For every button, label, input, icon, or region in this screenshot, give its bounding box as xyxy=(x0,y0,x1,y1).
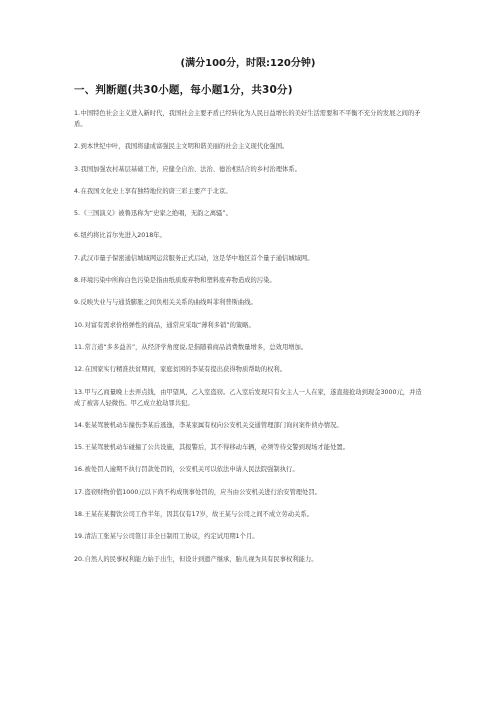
question-item xyxy=(74,230,422,241)
question-text: 纽约将比首尔先进入2018年。 xyxy=(80,232,166,240)
question-text: 《三国演义》被鲁迅称为“史家之绝唱，无韵之离骚”。 xyxy=(80,210,232,218)
question-text: 甲与乙商量晚上去弄点钱，由甲望风，乙入室盗窃。乙入室后发现只有女主人一人在家，遂直接抢劫到现金3000元，并造成了被害人轻微伤。甲乙成立抢劫罪共犯。 xyxy=(74,388,422,407)
question-item xyxy=(74,297,422,308)
section-title: 一、判断题(共30小题，每小题1分，共30分) xyxy=(74,84,293,96)
question-item xyxy=(74,387,422,409)
question-item xyxy=(74,364,422,375)
question-number: 17. xyxy=(74,488,85,496)
question-text: 王某在某餐饮公司工作半年，因其仅有17岁，故王某与公司之间不成立劳动关系。 xyxy=(84,511,313,519)
question-item xyxy=(74,420,422,431)
question-text: 常言道“多多益善”，从经济学角度说,是指随着商品消费数量增多，总效用增加。 xyxy=(84,343,308,351)
question-text: 在我国文化史上享有独特地位的唐三彩主要产于北京。 xyxy=(80,187,232,195)
question-number: 5. xyxy=(74,210,81,218)
question-text: 中国特色社会主义进入新时代，我国社会主要矛盾已经转化为人民日益增长的美好生活需要和不平衡不充分的发展之间的矛盾。 xyxy=(74,110,421,128)
question-item xyxy=(74,509,422,520)
question-item xyxy=(74,487,422,498)
question-item xyxy=(74,531,422,542)
question-text: 我国加强农村基层基础工作，应健全自治、法治、德治相结合的乡村治理体系。 xyxy=(80,165,301,173)
question-number: 8. xyxy=(74,277,81,285)
question-text: 清洁工张某与公司签订非全日制用工协议，约定试用期1个月。 xyxy=(84,533,259,541)
question-list xyxy=(74,108,422,565)
question-number: 4. xyxy=(74,187,81,195)
question-text: 被处罚人逾期不执行罚款处罚的，公安机关可以依法申请人民法院强制执行。 xyxy=(84,466,299,474)
question-item xyxy=(74,554,422,565)
exam-header: (满分100分，时限:120分钟) xyxy=(180,58,316,69)
question-number: 7. xyxy=(74,254,81,262)
question-item xyxy=(74,164,422,175)
question-text: 自然人的民事权利能力始于出生，但设计到遗产继承，胎儿视为具有民事权利能力。 xyxy=(84,555,318,563)
question-number: 11. xyxy=(74,343,85,351)
question-item xyxy=(74,253,422,264)
question-item xyxy=(74,186,422,197)
question-item xyxy=(74,108,422,130)
question-number: 14. xyxy=(74,421,85,429)
question-text: 盗窃财物价值1000元以下尚不构成刑事处罚的，应当由公安机关进行治安管理处罚。 xyxy=(84,488,321,496)
question-number: 13. xyxy=(74,388,85,396)
question-number: 12. xyxy=(74,366,85,374)
question-item xyxy=(74,320,422,331)
question-item xyxy=(74,442,422,453)
question-item xyxy=(74,275,422,286)
question-text: 王某驾驶机动车碰撞了公共设施，其报警后，其不得移动车辆，必须等待交警到现场才能处置。 xyxy=(84,444,349,452)
question-item xyxy=(74,464,422,475)
question-number: 20. xyxy=(74,555,85,563)
question-number: 15. xyxy=(74,444,85,452)
question-number: 9. xyxy=(74,299,81,307)
question-text: 反映失业与与通货膨胀之间负相关关系的曲线叫菲利普斯曲线。 xyxy=(80,299,257,307)
question-number: 18. xyxy=(74,511,85,519)
question-number: 6. xyxy=(74,232,81,240)
question-number: 10. xyxy=(74,321,85,329)
question-text: 在国家实行精准扶贫期间，家庭贫困的李某有提出获得物质帮助的权利。 xyxy=(84,366,287,374)
question-text: 武汉市量子保密通信城域网运营服务正式启动，这是华中地区首个量子通信城域网。 xyxy=(80,254,314,262)
question-number: 16. xyxy=(74,466,85,474)
question-item xyxy=(74,208,422,219)
question-number: 2. xyxy=(74,143,81,151)
question-text: 环境污染中所称白色污染是指由纸质废弃物和塑料废弃物造成的污染。 xyxy=(80,277,276,285)
question-text: 对富有需求价格弹性的商品，通常应采取“薄利多销”的策略。 xyxy=(84,321,255,329)
question-number: 1. xyxy=(74,110,81,117)
question-item xyxy=(74,342,422,353)
question-number: 19. xyxy=(74,533,85,541)
question-text: 到本世纪中叶，我国将建成富强民主文明和谐美丽的社会主义现代化强国。 xyxy=(80,143,289,151)
question-text: 张某驾驶机动车撞伤李某后逃逸，李某家属有权向公安机关交通管理部门询问案件侦办情况。 xyxy=(84,421,343,429)
question-number: 3. xyxy=(74,165,81,173)
question-item xyxy=(74,141,422,152)
